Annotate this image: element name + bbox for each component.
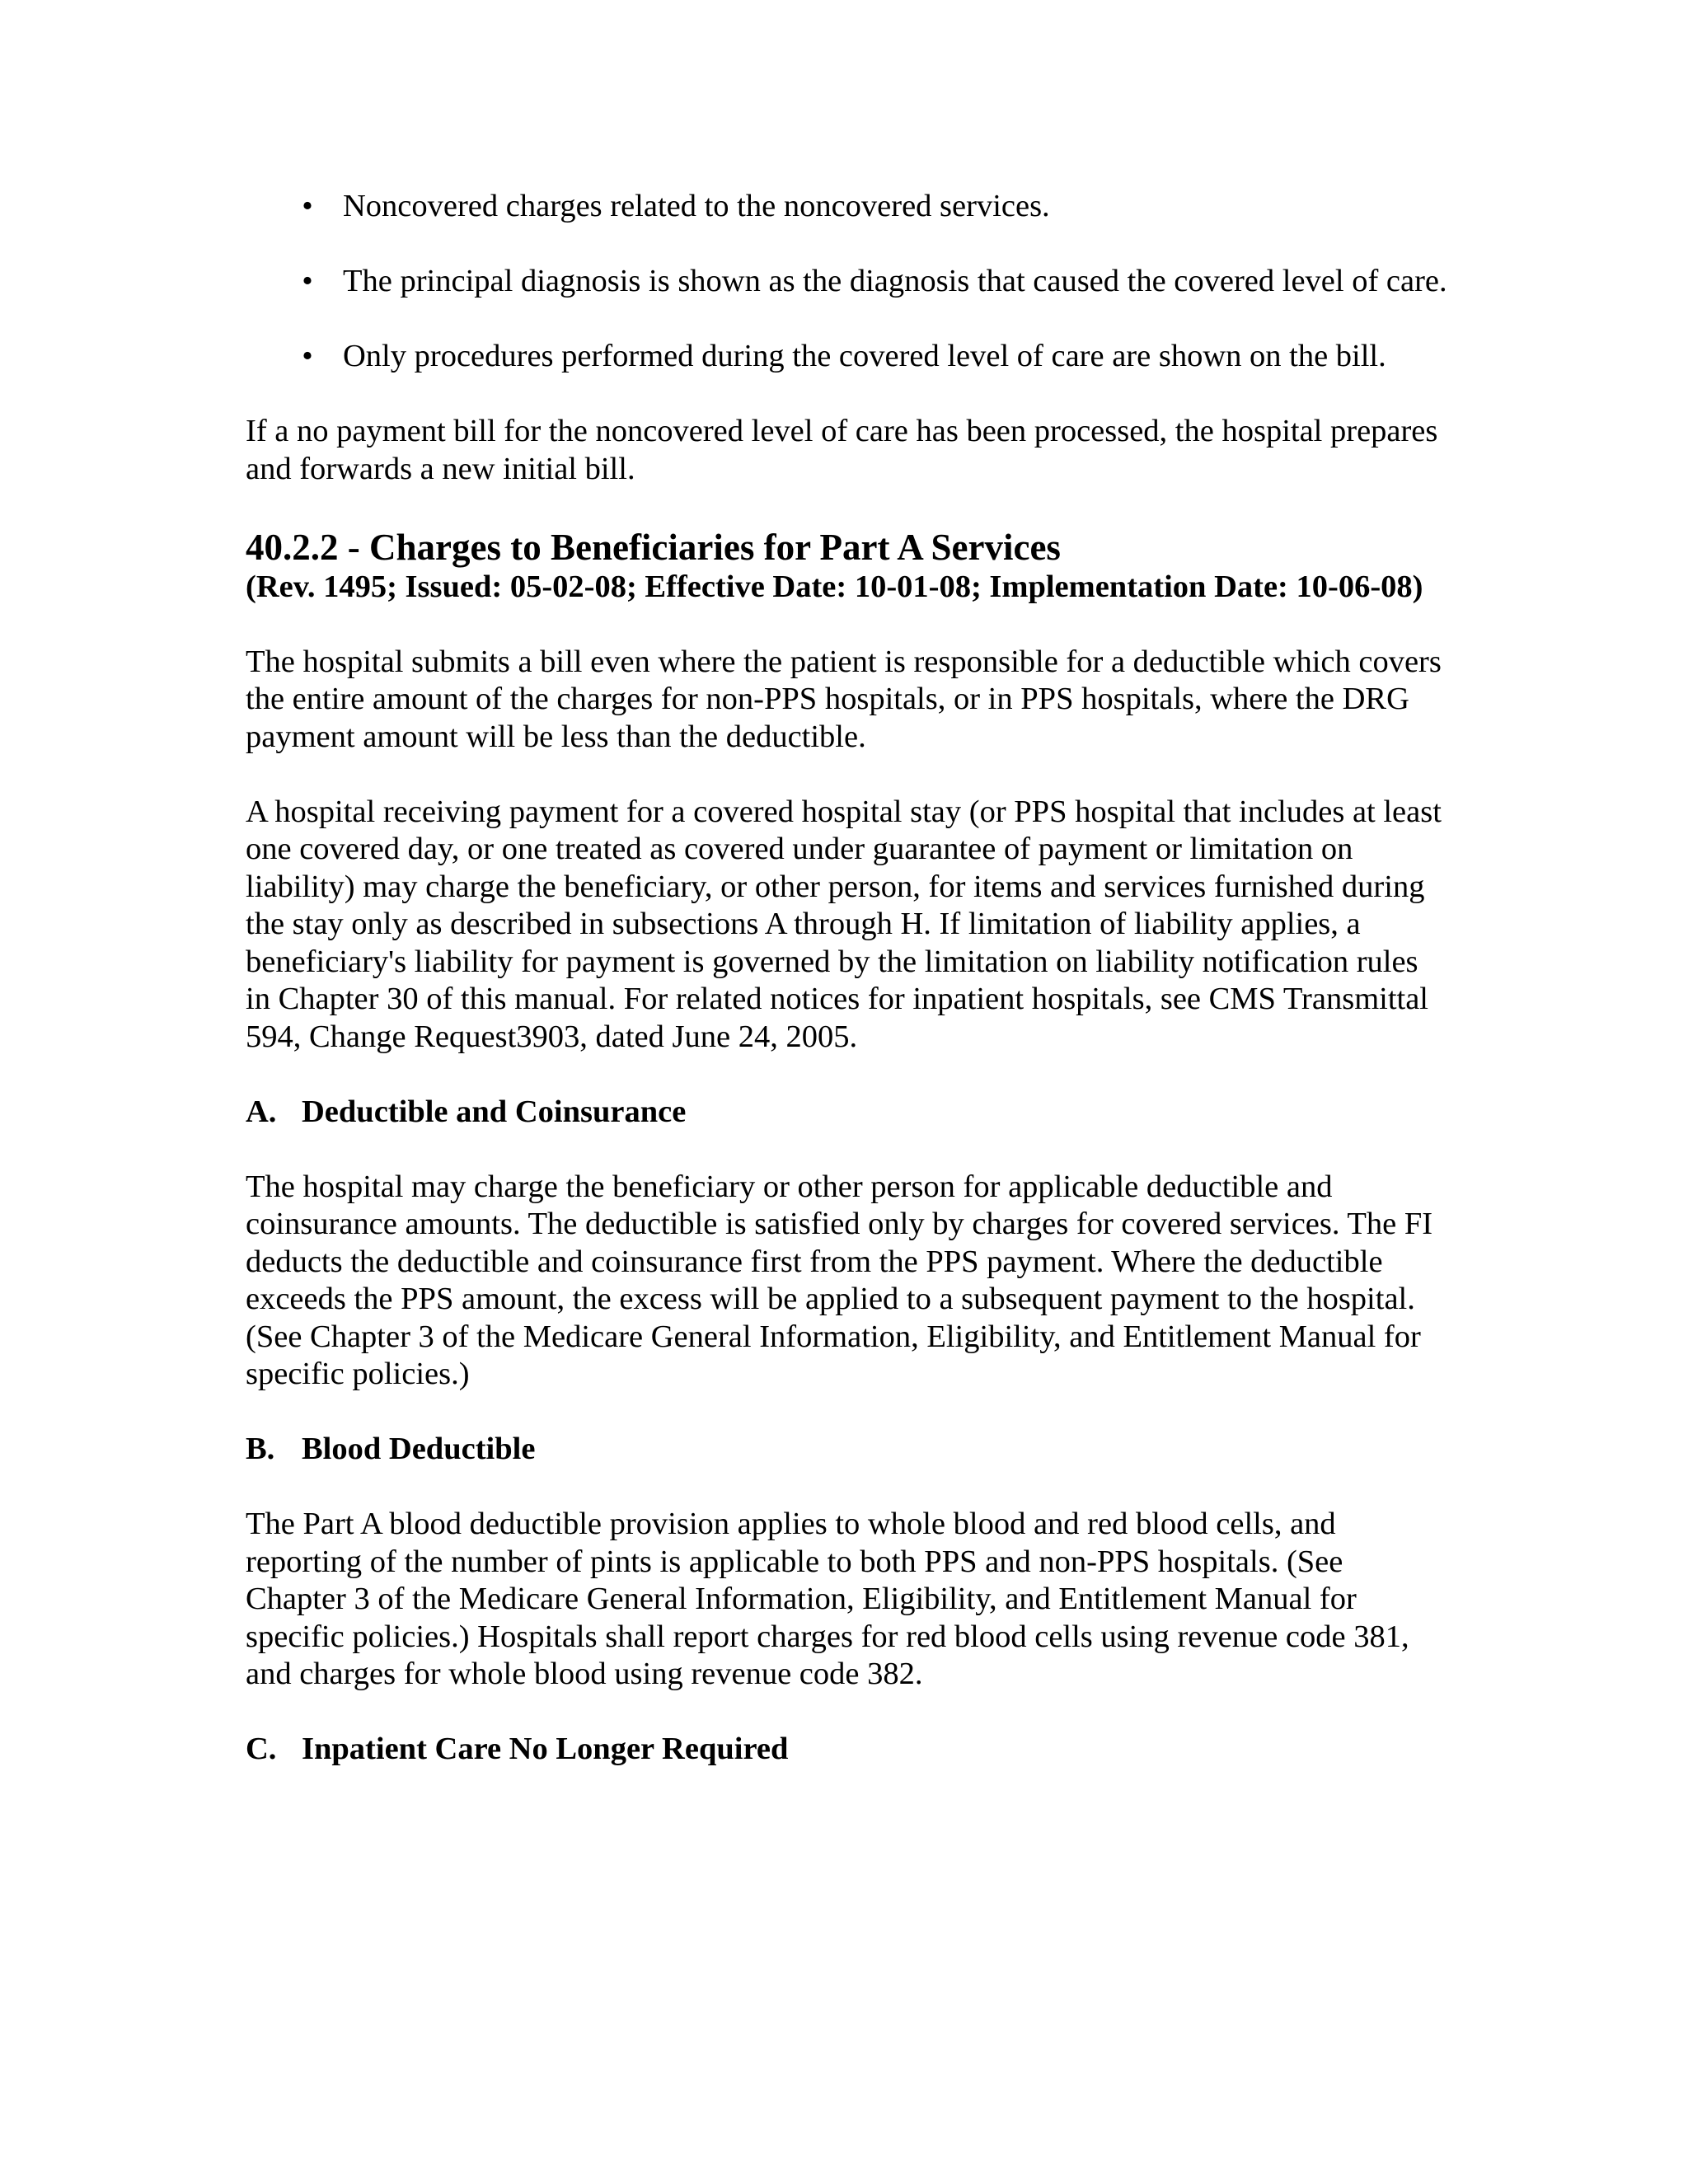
bullet-icon: •	[302, 189, 313, 223]
intro-paragraph: If a no payment bill for the noncovered level of care has been processed, the hospital prepares and forwards a new initial bill.	[246, 414, 1438, 486]
body-paragraph: The hospital submits a bill even where the patient is responsible for a deductible which covers the entire amount of the charges for non-PPS hospitals, or in PPS hospitals, where the DRG payment amount will be less than the deductible.	[246, 644, 1442, 754]
subsection-title: Inpatient Care No Longer Required	[302, 1732, 789, 1766]
subsection-body: The Part A blood deductible provision applies to whole blood and red blood cells, and reporting of the number of pints is applicable to both PPS and non-PPS hospitals. (See Chapter 3 of the Medicare General Information, Eligibility, and Entitlement Manual for specific policies.) Hospitals shall report charges for red blood cells using revenue code 381, and charges for whole blood using revenue code 382.	[246, 1507, 1409, 1691]
document-page	[246, 188, 1449, 1806]
section-title: 40.2.2 - Charges to Beneficiaries for Part A Services	[246, 526, 1061, 568]
body-paragraph: A hospital receiving payment for a covered hospital stay (or PPS hospital that includes at least one covered day, or one treated as covered under guarantee of payment or limitation on liability) may charge the beneficiary, or other person, for items and services furnished during the stay only as described in subsections A through H. If limitation of liability applies, a beneficiary's liability for payment is governed by the limitation on liability notification rules in Chapter 30 of this manual. For related notices for inpatient hospitals, see CMS Transmittal 594, Change Request3903, dated June 24, 2005.	[246, 794, 1442, 1054]
bullet-icon: •	[302, 339, 313, 373]
subsection-letter: A.	[246, 1094, 277, 1129]
bullet-icon: •	[302, 264, 313, 298]
subsection-title: Deductible and Coinsurance	[302, 1094, 687, 1129]
subsection-title: Blood Deductible	[302, 1432, 536, 1466]
bullet-item	[246, 338, 1449, 376]
subsection-letter: B.	[246, 1432, 275, 1466]
subsection-letter: C.	[246, 1732, 277, 1766]
bullet-text: Only procedures performed during the covered level of care are shown on the bill.	[343, 339, 1386, 373]
bullet-item	[246, 188, 1449, 226]
bullet-list	[246, 188, 1449, 376]
bullet-text: The principal diagnosis is shown as the diagnosis that caused the covered level of care.	[343, 264, 1447, 298]
bullet-text: Noncovered charges related to the noncovered services.	[343, 189, 1050, 223]
subsection-body: The hospital may charge the beneficiary or other person for applicable deductible and coinsurance amounts. The deductible is satisfied only by charges for covered services. The FI deducts the deductible and coinsurance first from the PPS payment. Where the deductible exceeds the PPS amount, the excess will be applied to a subsequent payment to the hospital. (See Chapter 3 of the Medicare General Information, Eligibility, and Entitlement Manual for specific policies.)	[246, 1169, 1433, 1391]
subsection-heading-a	[246, 1094, 1449, 1132]
revision-info: (Rev. 1495; Issued: 05-02-08; Effective Date: 10-01-08; Implementation Date: 10-06-08)	[246, 569, 1423, 604]
bullet-item	[246, 263, 1449, 301]
subsection-heading-c	[246, 1731, 1449, 1769]
subsection-heading-b	[246, 1431, 1449, 1469]
